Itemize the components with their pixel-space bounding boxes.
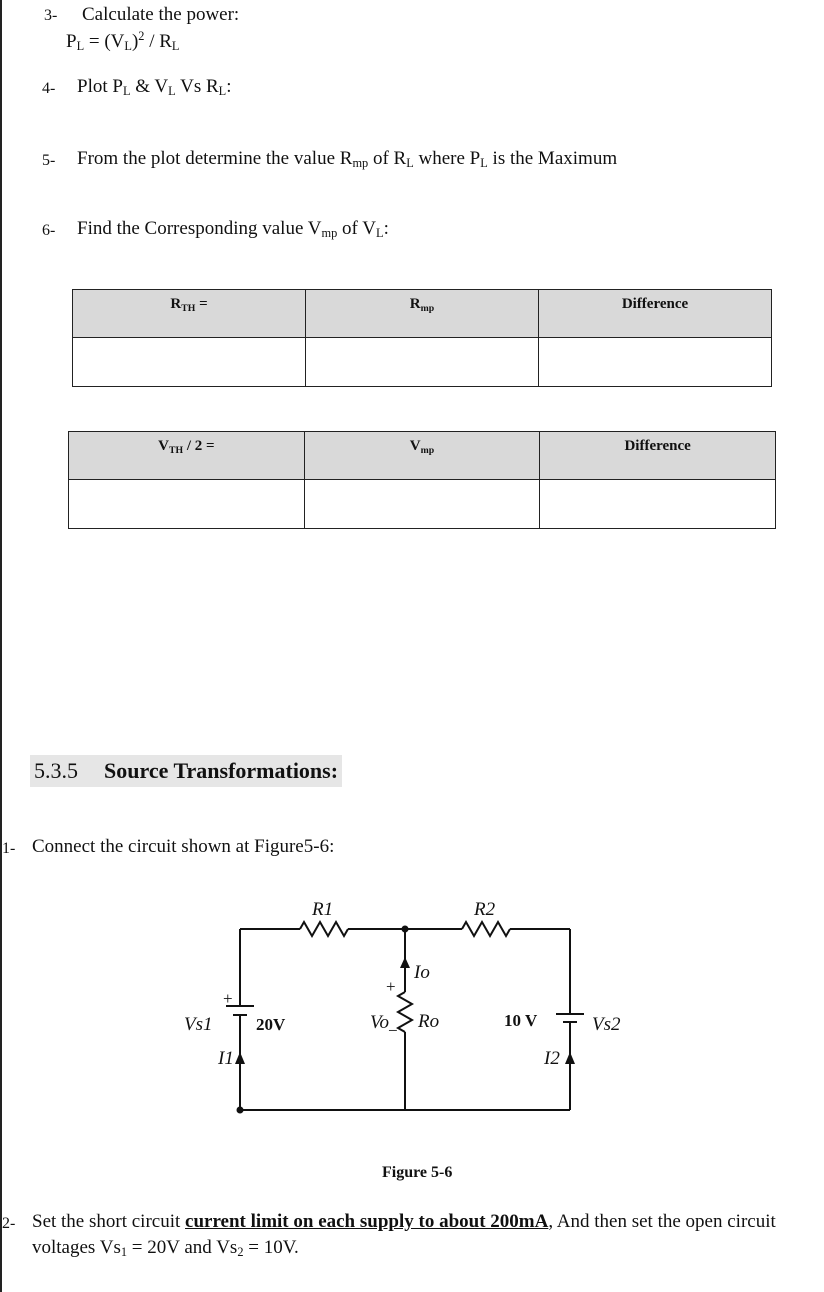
resistor-r1 <box>300 922 348 936</box>
rmp-header: $R_{mp}$ <box>306 290 539 338</box>
step-4-text: Plot $P_L$ & $V_L$ Vs $R_L$: <box>77 76 232 98</box>
rth-table <box>72 289 772 387</box>
difference-header: Difference <box>539 290 772 338</box>
label-i1: I1 <box>218 1048 234 1069</box>
figure-caption: Figure 5-6 <box>382 1164 453 1181</box>
step-5-number: 5- <box>42 152 56 169</box>
vth-half-header: $V_{TH} / 2$ = <box>69 432 305 480</box>
section-heading: 5.3.5 Source Transformations: <box>30 755 342 787</box>
rth-cell[interactable] <box>73 338 306 387</box>
step-4-number: 4- <box>42 80 56 97</box>
step-3-text: Calculate the power: <box>82 4 240 25</box>
label-vo: Vo <box>370 1012 389 1033</box>
step-1-text: Connect the circuit shown at Figure5-6: <box>32 836 335 857</box>
step-1-number: 1- <box>2 840 16 857</box>
label-vo-minus: − <box>388 1021 398 1040</box>
rmp-cell[interactable] <box>306 338 539 387</box>
node-top <box>402 926 409 933</box>
step-2-text-line-2: voltages $Vs_1 = 20V$ and $Vs_2 = 10V$. <box>32 1237 299 1259</box>
vth-table <box>68 431 776 529</box>
label-r1: R1 <box>312 899 334 920</box>
difference-header: Difference <box>540 432 776 480</box>
resistor-r2 <box>462 922 510 936</box>
label-vs1: Vs1 <box>184 1014 213 1035</box>
label-vs1-value: 20V <box>256 1015 286 1034</box>
io-arrow <box>400 957 410 968</box>
rth-header: $R_{TH}$ = <box>73 290 306 338</box>
i2-arrow <box>565 1052 575 1064</box>
label-ro: Ro <box>418 1011 440 1032</box>
label-vo-plus: + <box>386 977 396 996</box>
difference-cell[interactable] <box>539 338 772 387</box>
label-vs2: Vs2 <box>592 1014 621 1035</box>
step-6-text: Find the Corresponding value $V_{mp}$ of $V_L$: <box>77 218 389 240</box>
label-i2: I2 <box>544 1048 560 1069</box>
label-vs2-value: 10 V <box>504 1011 538 1030</box>
difference-cell[interactable] <box>540 480 776 529</box>
circuit-figure-5-6 <box>0 880 824 1150</box>
power-formula: $P_L = (V_L)^2 / R_L$ <box>66 29 180 53</box>
vmp-header: $V_{mp}$ <box>304 432 540 480</box>
node-bottom <box>237 1107 244 1114</box>
label-r2: R2 <box>474 899 496 920</box>
step-3-number: 3- <box>44 7 58 24</box>
vmp-cell[interactable] <box>304 480 540 529</box>
step-2-number: 2- <box>2 1215 16 1232</box>
vth-half-cell[interactable] <box>69 480 305 529</box>
label-io: Io <box>414 962 430 983</box>
i1-arrow <box>235 1052 245 1064</box>
label-vs1-plus: + <box>223 989 233 1008</box>
step-5-text: From the plot determine the value $R_{mp}$ of $R_L$ where $P_L$ is the Maximum <box>77 148 618 170</box>
step-6-number: 6- <box>42 222 56 239</box>
resistor-ro <box>398 992 412 1032</box>
step-2-text-line-1: Set the short circuit current limit on each supply to about 200mA, And then set the open circuit <box>32 1211 776 1232</box>
